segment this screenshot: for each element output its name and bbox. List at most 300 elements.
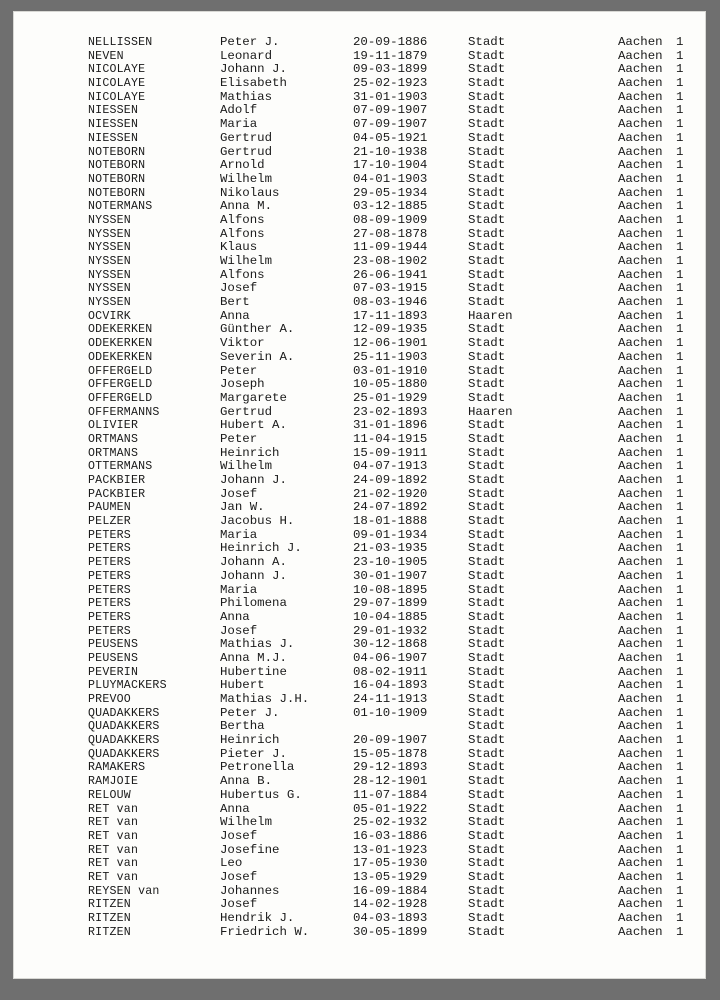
count-cell: 1 [676, 623, 684, 638]
list-item [14, 228, 705, 242]
birth-date-cell: 10-05-1880 [353, 377, 428, 392]
town-cell: Aachen [618, 609, 663, 624]
surname-cell: NYSSEN [88, 213, 131, 227]
count-cell: 1 [676, 596, 684, 611]
count-cell: 1 [676, 130, 684, 145]
list-item [14, 200, 705, 214]
district-cell: Stadt [468, 705, 506, 720]
town-cell: Aachen [618, 486, 663, 501]
count-cell: 1 [676, 418, 684, 433]
record-list [14, 36, 705, 939]
town-cell: Aachen [618, 158, 663, 173]
birth-date-cell: 24-07-1892 [353, 500, 428, 515]
count-cell: 1 [676, 89, 684, 104]
surname-cell: PEVERIN [88, 665, 139, 679]
town-cell: Aachen [618, 226, 663, 241]
district-cell: Stadt [468, 158, 506, 173]
birth-date-cell: 23-08-1902 [353, 254, 428, 268]
list-item [14, 885, 705, 899]
given-name-cell: Jan W. [220, 500, 265, 515]
list-item [14, 460, 705, 474]
birth-date-cell: 04-01-1903 [353, 171, 428, 186]
given-name-cell: Mathias J.H. [220, 692, 310, 706]
birth-date-cell: 11-04-1915 [353, 431, 428, 446]
given-name-cell: Peter [220, 431, 258, 446]
given-name-cell: Johannes [220, 883, 280, 898]
district-cell: Stadt [468, 117, 506, 132]
given-name-cell: Petronella [220, 760, 295, 775]
district-cell: Stadt [468, 254, 506, 268]
birth-date-cell: 15-09-1911 [353, 445, 428, 460]
district-cell: Stadt [468, 35, 506, 49]
town-cell: Aachen [618, 390, 663, 405]
list-item [14, 474, 705, 488]
birth-date-cell: 15-05-1878 [353, 746, 428, 761]
count-cell: 1 [676, 35, 684, 49]
birth-date-cell: 25-01-1929 [353, 390, 428, 405]
given-name-cell: Gertrud [220, 144, 273, 159]
given-name-cell: Bertha [220, 719, 265, 734]
town-cell: Aachen [618, 801, 663, 816]
surname-cell: NELLISSEN [88, 36, 153, 49]
list-item [14, 816, 705, 830]
district-cell: Stadt [468, 650, 506, 665]
birth-date-cell: 31-01-1903 [353, 89, 428, 104]
town-cell: Aachen [618, 89, 663, 104]
surname-cell: PETERS [88, 569, 131, 583]
list-item [14, 515, 705, 529]
given-name-cell: Johann A. [220, 555, 287, 570]
surname-cell: NICOLAYE [88, 63, 146, 77]
given-name-cell: Wilhelm [220, 171, 273, 186]
surname-cell: QUADAKKERS [88, 706, 160, 720]
town-cell: Aachen [618, 130, 663, 145]
count-cell: 1 [676, 733, 684, 748]
given-name-cell: Johann J. [220, 568, 287, 583]
list-item [14, 898, 705, 912]
surname-cell: NICOLAYE [88, 77, 146, 91]
list-item [14, 488, 705, 502]
surname-cell: PELZER [88, 515, 131, 529]
town-cell: Aachen [618, 199, 663, 214]
town-cell: Aachen [618, 418, 663, 433]
given-name-cell: Josef [220, 897, 258, 912]
district-cell: Stadt [468, 541, 506, 556]
given-name-cell: Alfons [220, 212, 265, 227]
town-cell: Aachen [618, 76, 663, 91]
town-cell: Aachen [618, 459, 663, 474]
surname-cell: ORTMANS [88, 432, 139, 446]
surname-cell: NOTEBORN [88, 186, 146, 200]
list-item [14, 761, 705, 775]
birth-date-cell: 30-12-1868 [353, 637, 428, 652]
town-cell: Aachen [618, 103, 663, 118]
list-item [14, 77, 705, 91]
town-cell: Aachen [618, 787, 663, 802]
district-cell: Stadt [468, 486, 506, 501]
count-cell: 1 [676, 76, 684, 91]
birth-date-cell: 31-01-1896 [353, 418, 428, 433]
district-cell: Stadt [468, 883, 506, 898]
list-item [14, 926, 705, 940]
count-cell: 1 [676, 637, 684, 652]
list-item [14, 187, 705, 201]
given-name-cell: Hendrik J. [220, 911, 295, 925]
count-cell: 1 [676, 62, 684, 77]
count-cell: 1 [676, 103, 684, 118]
district-cell: Stadt [468, 514, 506, 529]
count-cell: 1 [676, 582, 684, 597]
count-cell: 1 [676, 240, 684, 255]
given-name-cell: Joseph [220, 377, 265, 392]
count-cell: 1 [676, 500, 684, 515]
list-item [14, 214, 705, 228]
count-cell: 1 [676, 431, 684, 446]
count-cell: 1 [676, 226, 684, 241]
district-cell: Stadt [468, 733, 506, 748]
district-cell: Stadt [468, 377, 506, 392]
surname-cell: OCVIRK [88, 309, 131, 323]
birth-date-cell: 04-06-1907 [353, 650, 428, 665]
town-cell: Aachen [618, 527, 663, 542]
given-name-cell: Johann J. [220, 62, 287, 77]
list-item [14, 707, 705, 721]
list-item [14, 173, 705, 187]
surname-cell: NIESSEN [88, 118, 139, 132]
town-cell: Aachen [618, 555, 663, 570]
birth-date-cell: 03-12-1885 [353, 199, 428, 214]
town-cell: Aachen [618, 308, 663, 323]
count-cell: 1 [676, 527, 684, 542]
district-cell: Stadt [468, 555, 506, 570]
surname-cell: NYSSEN [88, 241, 131, 255]
birth-date-cell: 09-03-1899 [353, 62, 428, 77]
town-cell: Aachen [618, 842, 663, 857]
town-cell: Aachen [618, 62, 663, 77]
birth-date-cell: 30-01-1907 [353, 568, 428, 583]
district-cell: Stadt [468, 103, 506, 118]
list-item [14, 146, 705, 160]
town-cell: Aachen [618, 295, 663, 310]
town-cell: Aachen [618, 705, 663, 720]
list-item [14, 542, 705, 556]
district-cell: Stadt [468, 746, 506, 761]
birth-date-cell: 29-01-1932 [353, 623, 428, 638]
district-cell: Stadt [468, 787, 506, 802]
surname-cell: NIESSEN [88, 131, 139, 145]
surname-cell: PETERS [88, 542, 131, 556]
count-cell: 1 [676, 171, 684, 186]
birth-date-cell: 25-11-1903 [353, 349, 428, 364]
district-cell: Stadt [468, 527, 506, 542]
birth-date-cell: 17-10-1904 [353, 158, 428, 173]
district-cell: Stadt [468, 897, 506, 912]
list-item [14, 529, 705, 543]
list-item [14, 666, 705, 680]
given-name-cell: Josef [220, 486, 258, 501]
surname-cell: OLIVIER [88, 419, 139, 433]
district-cell: Stadt [468, 240, 506, 255]
town-cell: Aachen [618, 911, 663, 925]
surname-cell: NICOLAYE [88, 90, 146, 104]
list-item [14, 282, 705, 296]
birth-date-cell: 24-11-1913 [353, 692, 428, 706]
town-cell: Aachen [618, 431, 663, 446]
given-name-cell: Josef [220, 828, 258, 843]
surname-cell: RAMJOIE [88, 775, 139, 789]
list-item [14, 419, 705, 433]
surname-cell: QUADAKKERS [88, 734, 160, 748]
count-cell: 1 [676, 267, 684, 282]
surname-cell: ODEKERKEN [88, 323, 153, 337]
town-cell: Aachen [618, 774, 663, 789]
town-cell: Aachen [618, 869, 663, 884]
district-cell: Stadt [468, 692, 506, 706]
given-name-cell: Adolf [220, 103, 258, 118]
count-cell: 1 [676, 459, 684, 474]
list-item [14, 447, 705, 461]
district-cell: Haaren [468, 308, 513, 323]
given-name-cell: Josef [220, 281, 258, 296]
list-item [14, 241, 705, 255]
birth-date-cell: 21-10-1938 [353, 144, 428, 159]
count-cell: 1 [676, 774, 684, 789]
given-name-cell: Arnold [220, 158, 265, 173]
town-cell: Aachen [618, 637, 663, 652]
birth-date-cell: 14-02-1928 [353, 897, 428, 912]
town-cell: Aachen [618, 144, 663, 159]
birth-date-cell: 13-05-1929 [353, 869, 428, 884]
birth-date-cell: 16-03-1886 [353, 828, 428, 843]
surname-cell: RITZEN [88, 898, 131, 912]
count-cell: 1 [676, 828, 684, 843]
birth-date-cell: 04-05-1921 [353, 130, 428, 145]
town-cell: Aachen [618, 596, 663, 611]
birth-date-cell: 24-09-1892 [353, 473, 428, 487]
surname-cell: PACKBIER [88, 487, 146, 501]
surname-cell: ORTMANS [88, 446, 139, 460]
surname-cell: OFFERGELD [88, 378, 153, 392]
town-cell: Aachen [618, 856, 663, 871]
list-item [14, 775, 705, 789]
surname-cell: NYSSEN [88, 255, 131, 268]
surname-cell: PLUYMACKERS [88, 679, 167, 693]
surname-cell: PETERS [88, 583, 131, 597]
given-name-cell: Josef [220, 623, 258, 638]
town-cell: Aachen [618, 35, 663, 49]
district-cell: Stadt [468, 828, 506, 843]
given-name-cell: Viktor [220, 336, 265, 351]
given-name-cell: Anna [220, 609, 250, 624]
district-cell: Stadt [468, 815, 506, 830]
town-cell: Aachen [618, 500, 663, 515]
district-cell: Haaren [468, 404, 513, 419]
district-cell: Stadt [468, 48, 506, 63]
birth-date-cell: 03-01-1910 [353, 363, 428, 378]
list-item [14, 720, 705, 734]
birth-date-cell: 08-02-1911 [353, 664, 428, 679]
town-cell: Aachen [618, 514, 663, 529]
count-cell: 1 [676, 486, 684, 501]
surname-cell: ODEKERKEN [88, 337, 153, 351]
district-cell: Stadt [468, 664, 506, 679]
town-cell: Aachen [618, 281, 663, 296]
surname-cell: NIESSEN [88, 104, 139, 118]
list-item [14, 63, 705, 77]
town-cell: Aachen [618, 623, 663, 638]
given-name-cell: Anna [220, 801, 250, 816]
list-item [14, 652, 705, 666]
town-cell: Aachen [618, 664, 663, 679]
town-cell: Aachen [618, 692, 663, 706]
birth-date-cell: 08-03-1946 [353, 295, 428, 310]
count-cell: 1 [676, 815, 684, 830]
birth-date-cell: 07-09-1907 [353, 103, 428, 118]
surname-cell: RET van [88, 829, 139, 843]
surname-cell: RET van [88, 816, 139, 830]
surname-cell: RITZEN [88, 925, 131, 939]
birth-date-cell: 07-03-1915 [353, 281, 428, 296]
count-cell: 1 [676, 541, 684, 556]
birth-date-cell: 25-02-1932 [353, 815, 428, 830]
count-cell: 1 [676, 692, 684, 706]
birth-date-cell: 11-07-1884 [353, 787, 428, 802]
list-item [14, 556, 705, 570]
town-cell: Aachen [618, 336, 663, 351]
given-name-cell: Alfons [220, 226, 265, 241]
town-cell: Aachen [618, 828, 663, 843]
district-cell: Stadt [468, 199, 506, 214]
town-cell: Aachen [618, 171, 663, 186]
district-cell: Stadt [468, 144, 506, 159]
list-item [14, 803, 705, 817]
given-name-cell: Margarete [220, 390, 287, 405]
count-cell: 1 [676, 746, 684, 761]
district-cell: Stadt [468, 322, 506, 337]
list-item [14, 104, 705, 118]
list-item [14, 255, 705, 269]
surname-cell: RET van [88, 802, 139, 816]
district-cell: Stadt [468, 171, 506, 186]
given-name-cell: Philomena [220, 596, 287, 611]
town-cell: Aachen [618, 212, 663, 227]
district-cell: Stadt [468, 267, 506, 282]
town-cell: Aachen [618, 678, 663, 693]
given-name-cell: Friedrich W. [220, 924, 310, 939]
list-item [14, 36, 705, 50]
district-cell: Stadt [468, 130, 506, 145]
surname-cell: NOTEBORN [88, 172, 146, 186]
birth-date-cell: 10-04-1885 [353, 609, 428, 624]
birth-date-cell: 23-02-1893 [353, 404, 428, 419]
given-name-cell: Gertrud [220, 404, 273, 419]
count-cell: 1 [676, 322, 684, 337]
town-cell: Aachen [618, 377, 663, 392]
district-cell: Stadt [468, 623, 506, 638]
count-cell: 1 [676, 609, 684, 624]
town-cell: Aachen [618, 897, 663, 912]
district-cell: Stadt [468, 473, 506, 487]
count-cell: 1 [676, 869, 684, 884]
town-cell: Aachen [618, 185, 663, 200]
birth-date-cell: 27-08-1878 [353, 226, 428, 241]
list-item [14, 789, 705, 803]
town-cell: Aachen [618, 650, 663, 665]
given-name-cell: Hubertus G. [220, 787, 302, 802]
birth-date-cell: 04-07-1913 [353, 459, 428, 474]
list-item [14, 406, 705, 420]
surname-cell: RET van [88, 870, 139, 884]
birth-date-cell: 12-09-1935 [353, 322, 428, 337]
district-cell: Stadt [468, 349, 506, 364]
surname-cell: PEUSENS [88, 651, 139, 665]
birth-date-cell: 21-02-1920 [353, 486, 428, 501]
surname-cell: PETERS [88, 528, 131, 542]
town-cell: Aachen [618, 883, 663, 898]
count-cell: 1 [676, 185, 684, 200]
given-name-cell: Hubert [220, 678, 265, 693]
town-cell: Aachen [618, 445, 663, 460]
given-name-cell: Wilhelm [220, 254, 273, 268]
surname-cell: OFFERGELD [88, 391, 153, 405]
birth-date-cell: 07-09-1907 [353, 117, 428, 132]
surname-cell: PREVOO [88, 693, 131, 706]
birth-date-cell: 12-06-1901 [353, 336, 428, 351]
list-item [14, 501, 705, 515]
district-cell: Stadt [468, 363, 506, 378]
surname-cell: OTTERMANS [88, 460, 153, 474]
given-name-cell: Nikolaus [220, 185, 280, 200]
district-cell: Stadt [468, 185, 506, 200]
birth-date-cell: 11-09-1944 [353, 240, 428, 255]
list-item [14, 570, 705, 584]
given-name-cell: Jacobus H. [220, 514, 295, 529]
given-name-cell: Pieter J. [220, 746, 287, 761]
count-cell: 1 [676, 254, 684, 268]
birth-date-cell: 23-10-1905 [353, 555, 428, 570]
birth-date-cell: 18-01-1888 [353, 514, 428, 529]
town-cell: Aachen [618, 363, 663, 378]
town-cell: Aachen [618, 267, 663, 282]
given-name-cell: Mathias J. [220, 637, 295, 652]
list-item [14, 159, 705, 173]
birth-date-cell: 25-02-1923 [353, 76, 428, 91]
list-item [14, 679, 705, 693]
town-cell: Aachen [618, 568, 663, 583]
given-name-cell: Anna M. [220, 199, 273, 214]
birth-date-cell: 04-03-1893 [353, 911, 428, 925]
list-item [14, 118, 705, 132]
surname-cell: ODEKERKEN [88, 350, 153, 364]
list-item [14, 433, 705, 447]
district-cell: Stadt [468, 774, 506, 789]
given-name-cell: Anna [220, 308, 250, 323]
town-cell: Aachen [618, 48, 663, 63]
count-cell: 1 [676, 336, 684, 351]
district-cell: Stadt [468, 418, 506, 433]
district-cell: Stadt [468, 609, 506, 624]
given-name-cell: Johann J. [220, 473, 287, 487]
document-page [13, 11, 706, 979]
district-cell: Stadt [468, 431, 506, 446]
given-name-cell: Peter J. [220, 705, 280, 720]
birth-date-cell: 20-09-1907 [353, 733, 428, 748]
district-cell: Stadt [468, 869, 506, 884]
town-cell: Aachen [618, 760, 663, 775]
town-cell: Aachen [618, 924, 663, 939]
list-item [14, 378, 705, 392]
surname-cell: PETERS [88, 610, 131, 624]
